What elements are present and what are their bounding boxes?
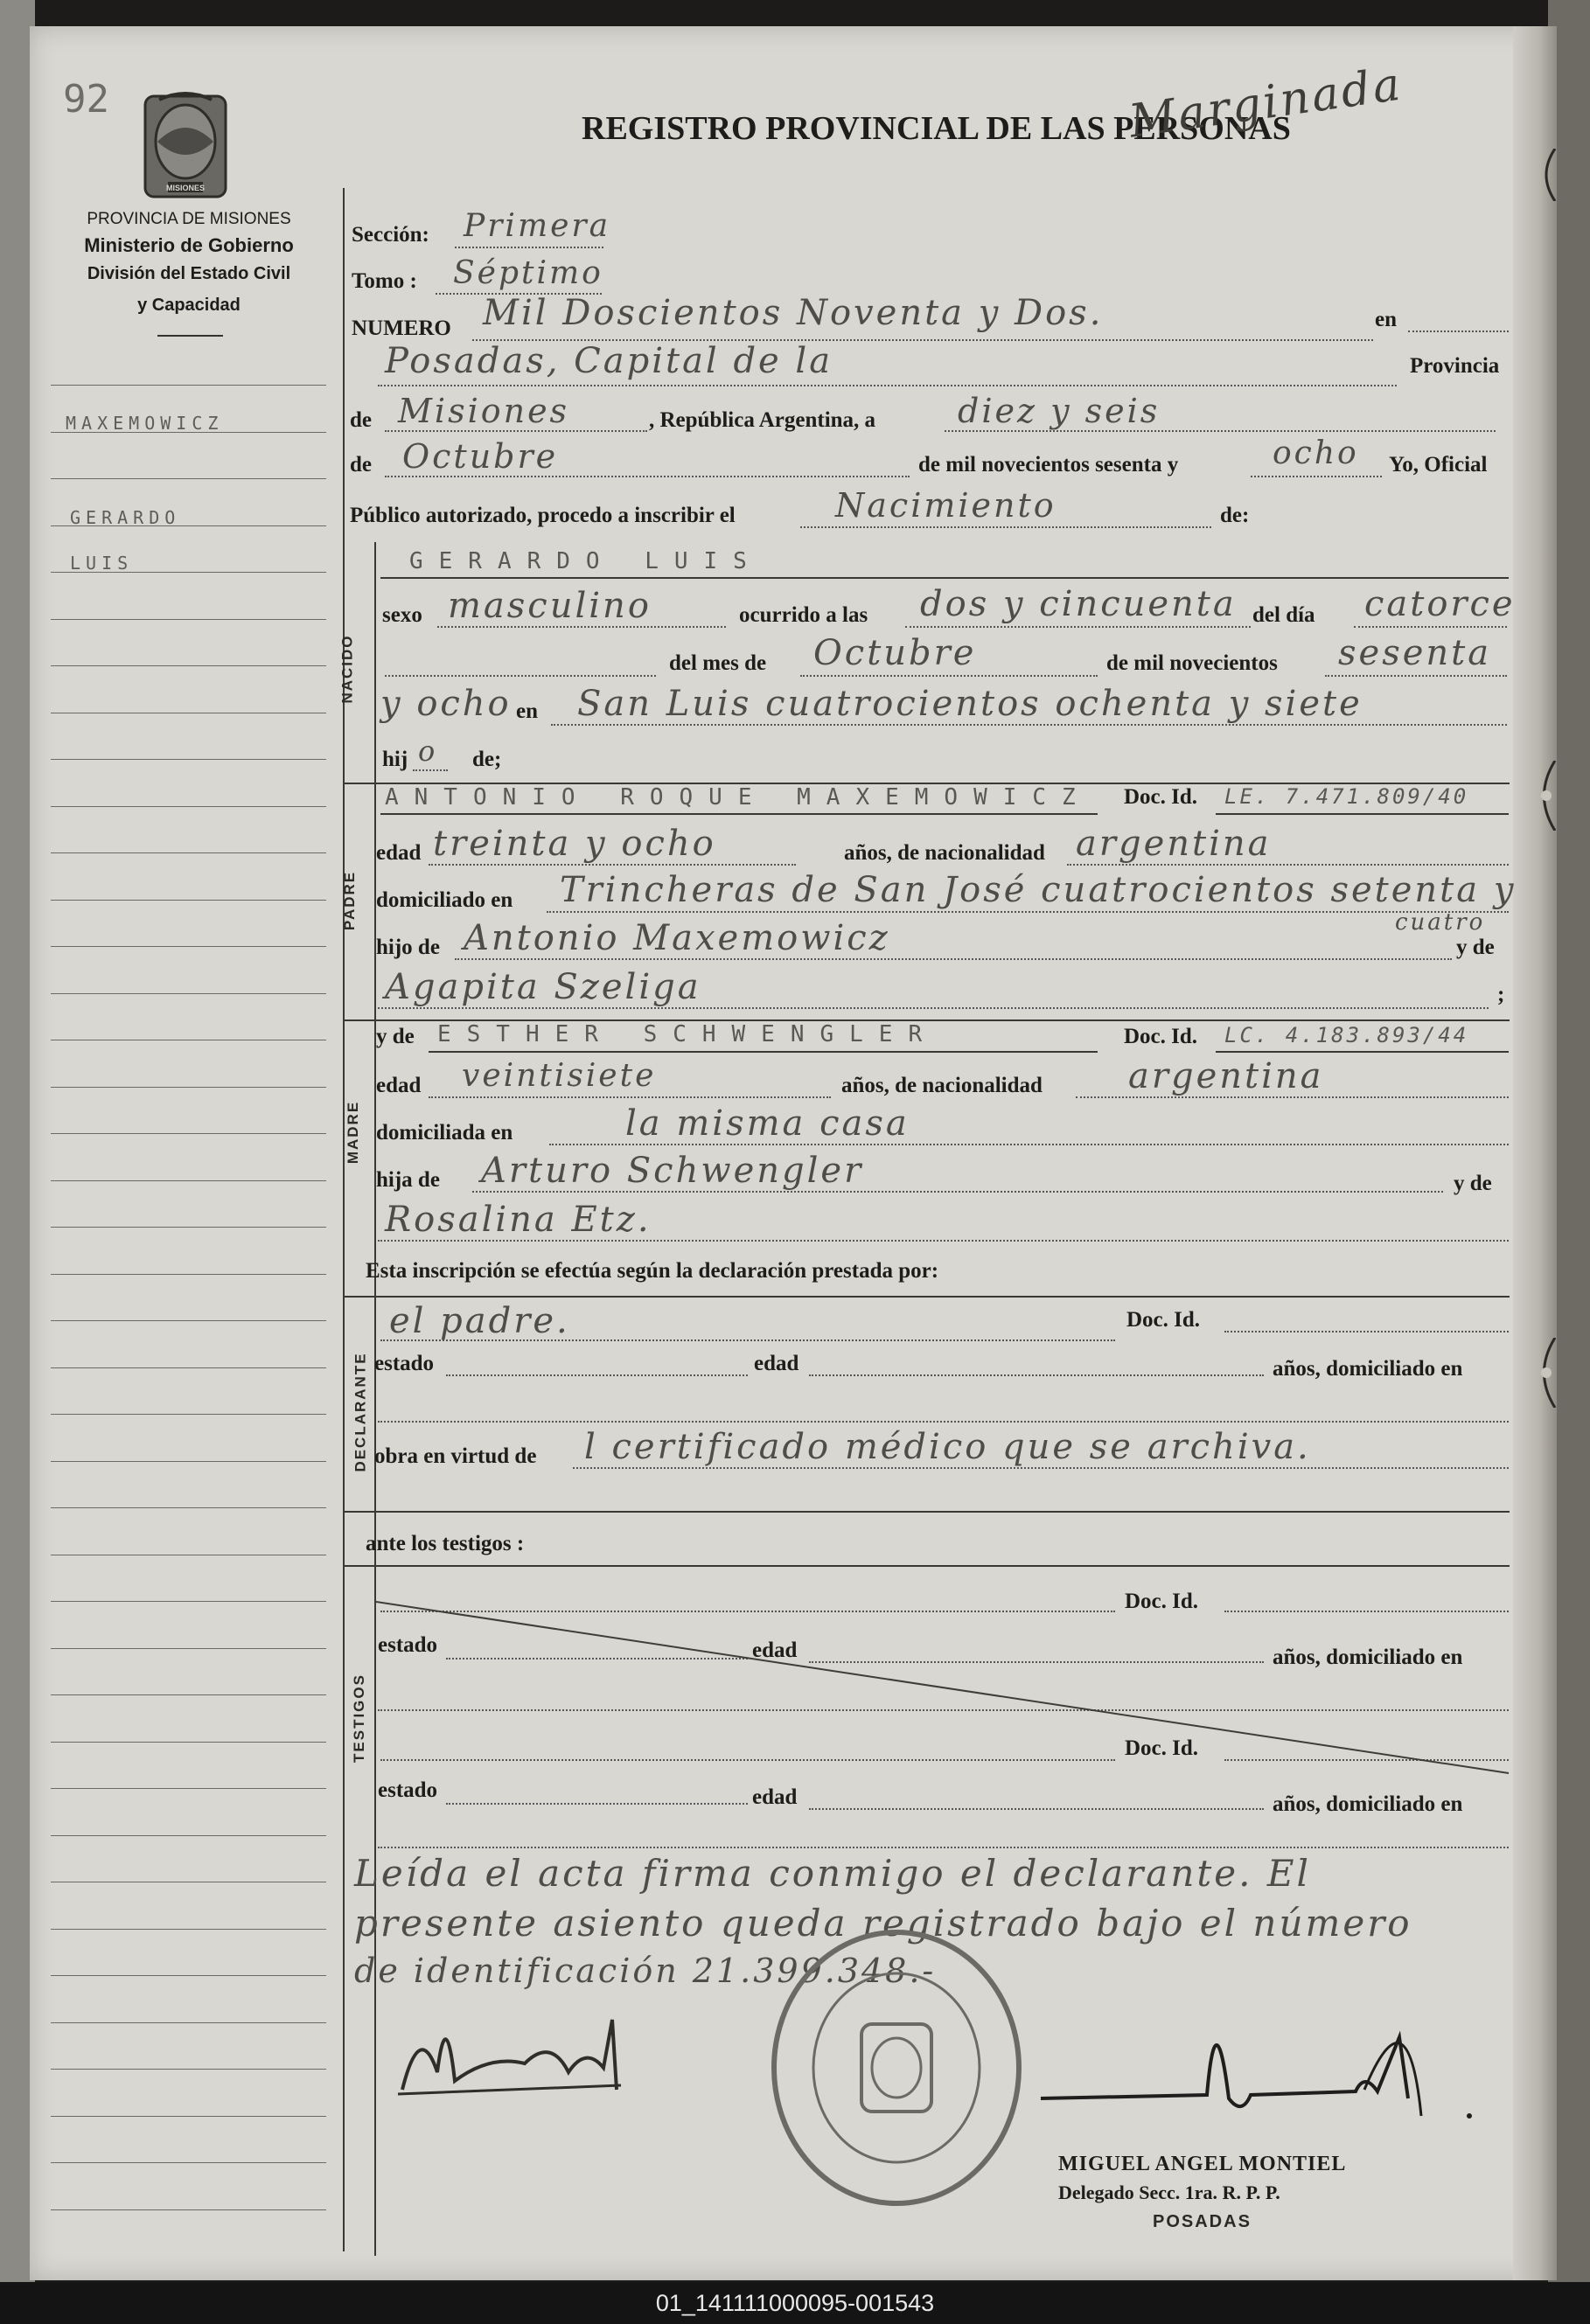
dotted-line	[472, 1191, 1443, 1193]
value-anio-nac: sesenta	[1338, 633, 1492, 673]
official-title: Delegado Secc. 1ra. R. P. P.	[1058, 2181, 1280, 2203]
label-sexo: sexo	[382, 603, 422, 627]
label-numero: NUMERO	[352, 317, 451, 340]
dotted-line	[549, 1144, 1509, 1145]
official-name: MIGUEL ANGEL MONTIEL	[1058, 2153, 1347, 2175]
label-de-semicolon: de;	[472, 748, 502, 771]
handwritten-signature-right	[1032, 1985, 1487, 2142]
margin-rule-line	[51, 385, 326, 386]
label-de-mil-nov: de mil novecientos	[1106, 651, 1278, 675]
value-anio: ocho	[1273, 435, 1359, 471]
label-del-mes: del mes de	[669, 651, 767, 675]
cancellation-line	[376, 1600, 1513, 1775]
dotted-line	[1325, 675, 1507, 677]
value-anio-nac-2: y ocho	[380, 684, 512, 724]
value-madre-padre: Arturo Schwengler	[481, 1151, 864, 1191]
page-number: 92	[63, 77, 109, 122]
label-semicolon: ;	[1497, 983, 1505, 1006]
margin-rule-line	[51, 1367, 326, 1368]
dotted-line	[437, 626, 726, 628]
dotted-line	[1354, 626, 1507, 628]
dotted-line	[800, 675, 1098, 677]
margin-rule-line	[51, 1835, 326, 1836]
margin-rule-line	[51, 1087, 326, 1088]
label-doc-id: Doc. Id.	[1125, 1736, 1199, 1760]
margin-rule-line	[51, 1601, 326, 1602]
dotted-line	[1224, 1331, 1509, 1332]
label-estado: estado	[378, 1778, 438, 1802]
margin-rule-line	[51, 665, 326, 666]
label-anos-nac: años, de nacionalidad	[844, 841, 1045, 865]
registry-stamp-icon	[765, 1924, 1028, 2212]
handwritten-signature-left	[385, 1985, 647, 2116]
section-divider	[345, 1565, 1510, 1567]
label-ocurrido: ocurrido a las	[739, 603, 868, 627]
value-madre-madre: Rosalina Etz.	[385, 1200, 652, 1240]
row-rule	[380, 813, 1098, 815]
value-hora: dos y cincuenta	[920, 584, 1237, 624]
dotted-line	[455, 247, 603, 248]
value-lugar: Posadas, Capital de la	[385, 341, 833, 381]
value-sexo: masculino	[448, 586, 652, 626]
margin-rule-line	[51, 1414, 326, 1415]
dotted-line	[385, 476, 910, 477]
label-edad: edad	[752, 1639, 798, 1662]
margin-rule-line	[51, 1648, 326, 1649]
margin-rule-line	[51, 478, 326, 479]
label-y-de: y de	[376, 1025, 415, 1048]
label-estado: estado	[374, 1352, 435, 1375]
binding-hole-icon	[1529, 761, 1564, 831]
margin-rule-line	[51, 852, 326, 853]
value-madre-edad: veintisiete	[462, 1058, 657, 1094]
note-line-3: de identificación 21.399.348.-	[354, 1952, 937, 1990]
row-rule	[429, 1051, 1098, 1053]
side-label-declarante: DECLARANTE	[352, 1352, 369, 1472]
value-padre-doc: LE. 7.471.809/40	[1224, 784, 1469, 809]
label-anos-dom: años, domiciliado en	[1273, 1357, 1463, 1381]
value-padre-dom: Trincheras de San José cuatrocientos setenta y	[560, 870, 1517, 910]
value-declarante: el padre.	[389, 1301, 570, 1341]
value-padre-padre: Antonio Maxemowicz	[464, 918, 890, 958]
margin-rule-line	[51, 1320, 326, 1321]
label-de-mil: de mil novecientos sesenta y	[918, 453, 1179, 477]
value-mes: Octubre	[402, 437, 559, 476]
value-mes-nac: Octubre	[813, 633, 977, 673]
dotted-line	[385, 675, 656, 677]
value-padre-edad: treinta y ocho	[433, 824, 716, 864]
section-divider	[345, 1511, 1510, 1513]
label-edad: edad	[376, 1074, 422, 1097]
label-republica: , República Argentina, a	[649, 408, 876, 432]
label-de: de	[350, 453, 372, 477]
side-label-padre: PADRE	[341, 870, 359, 931]
label-anos-nac: años, de nacionalidad	[841, 1074, 1043, 1097]
margin-rule-line	[51, 619, 326, 620]
label-doc-id: Doc. Id.	[1125, 1590, 1199, 1613]
dotted-line	[809, 1808, 1264, 1810]
ministry-line-1: PROVINCIA DE MISIONES	[87, 210, 291, 228]
file-id-bar: 01_141111000095-001543	[0, 2282, 1590, 2324]
margin-rule-line	[51, 806, 326, 807]
dotted-line	[1067, 864, 1509, 866]
label-anos-dom: años, domiciliado en	[1273, 1792, 1463, 1816]
dotted-line	[413, 769, 448, 771]
label-anos-dom: años, domiciliado en	[1273, 1646, 1463, 1669]
margin-rule-line	[51, 1133, 326, 1134]
value-padre-dom-2: cuatro	[1395, 909, 1486, 936]
value-dia-nac: catorce	[1364, 584, 1516, 624]
margin-rule-line	[51, 900, 326, 901]
margin-name-2: LUIS	[70, 553, 134, 574]
margin-rule-line	[51, 1180, 326, 1181]
dotted-line	[455, 958, 1452, 960]
label-hijo-de: hijo de	[376, 936, 440, 959]
ministry-line-3: División del Estado Civil	[87, 264, 291, 283]
margin-rule-line	[51, 1461, 326, 1462]
label-de-colon: de:	[1220, 504, 1250, 527]
label-edad: edad	[752, 1785, 798, 1809]
label-domiciliada-en: domiciliada en	[376, 1121, 513, 1145]
margin-name-1: GERARDO	[70, 507, 181, 528]
label-hij: hij	[382, 748, 408, 771]
official-city: POSADAS	[1153, 2212, 1252, 2231]
label-y-de: y de	[1456, 936, 1495, 959]
label-edad: edad	[754, 1352, 799, 1375]
row-rule	[1216, 813, 1509, 815]
dotted-line	[551, 724, 1507, 726]
dotted-line	[380, 1339, 1115, 1341]
margin-surname: MAXEMOWICZ	[66, 413, 224, 434]
dotted-line	[1408, 331, 1509, 332]
margin-rule-line	[51, 1507, 326, 1508]
ministry-divider	[157, 335, 223, 337]
value-madre-nac: argentina	[1128, 1056, 1324, 1096]
dotted-line	[573, 1467, 1509, 1469]
margin-rule-line	[51, 2116, 326, 2117]
label-testigos: ante los testigos :	[366, 1532, 525, 1555]
value-madre-nombre: ESTHER SCHWENGLER	[437, 1021, 938, 1047]
label-estado: estado	[378, 1633, 438, 1657]
dotted-line	[429, 1096, 831, 1098]
dotted-line	[1076, 1096, 1509, 1098]
margin-rule-line	[51, 1742, 326, 1743]
value-provincia: Misiones	[398, 392, 570, 430]
label-de: de	[350, 408, 372, 432]
value-obra: l certificado médico que se archiva.	[584, 1427, 1311, 1467]
dotted-line	[547, 911, 1509, 913]
ministry-line-2: Ministerio de Gobierno	[84, 234, 294, 256]
margin-rule	[343, 188, 345, 2251]
margin-rule-line	[51, 2209, 326, 2210]
label-del-dia: del día	[1252, 603, 1315, 627]
margin-rule-line	[51, 1694, 326, 1695]
value-seccion: Primera	[464, 208, 611, 244]
margin-rule-line	[51, 1929, 326, 1930]
binding-hole-icon	[1529, 149, 1564, 201]
label-en: en	[1375, 308, 1397, 331]
value-hij-suffix: o	[418, 734, 438, 768]
dotted-line	[446, 1374, 748, 1376]
note-line-1: Leída el acta firma conmigo el declarante. El	[354, 1852, 1311, 1895]
value-lugar-nac: San Luis cuatrocientos ochenta y siete	[577, 684, 1363, 724]
margin-rule-line	[51, 1227, 326, 1228]
dotted-line	[378, 1421, 1509, 1423]
margin-rule-line	[51, 1788, 326, 1789]
dotted-line	[378, 1240, 1509, 1242]
row-rule	[1216, 1051, 1509, 1053]
label-en: en	[516, 699, 538, 723]
marginada-annotation: Marginada	[1126, 58, 1406, 149]
dotted-line	[1251, 476, 1382, 477]
margin-rule-line	[51, 2162, 326, 2163]
label-y-de: y de	[1454, 1172, 1492, 1195]
dotted-line	[378, 1847, 1509, 1848]
margin-rule-line	[51, 946, 326, 947]
margin-rule-line	[51, 993, 326, 994]
dotted-line	[809, 1374, 1264, 1376]
value-madre-dom: la misma casa	[625, 1103, 910, 1144]
margin-rule-line	[51, 2069, 326, 2070]
label-hija-de: hija de	[376, 1168, 440, 1192]
value-acto: Nacimiento	[835, 486, 1057, 525]
ministry-line-4: y Capacidad	[137, 296, 241, 315]
dotted-line	[378, 385, 1397, 386]
page-binding	[1513, 26, 1557, 2280]
dotted-line	[945, 430, 1496, 432]
binding-hole-icon	[1529, 1338, 1564, 1408]
label-seccion: Sección:	[352, 223, 429, 247]
margin-rule-line	[51, 759, 326, 760]
dotted-line	[800, 526, 1211, 528]
page-title: REGISTRO PROVINCIAL DE LAS PERSONAS	[582, 110, 1291, 147]
value-dia: diez y seis	[958, 392, 1161, 430]
margin-rule-line	[51, 2022, 326, 2023]
provincial-seal-icon	[142, 87, 229, 201]
margin-rule-line	[51, 1274, 326, 1275]
value-padre-madre: Agapita Szeliga	[385, 967, 701, 1007]
value-nacido-nombre: GERARDO LUIS	[409, 548, 763, 574]
label-publico: Público autorizado, procedo a inscribir el	[350, 504, 736, 527]
section-divider	[345, 1296, 1510, 1298]
label-declaracion: Esta inscripción se efectúa según la declaración prestada por:	[366, 1259, 939, 1283]
value-padre-nombre: ANTONIO ROQUE MAXEMOWICZ	[385, 784, 1091, 811]
value-numero: Mil Doscientos Noventa y Dos.	[483, 293, 1104, 333]
margin-rule-line	[51, 1975, 326, 1976]
label-domiciliado-en: domiciliado en	[376, 888, 513, 912]
note-line-2: presente asiento queda registrado bajo el número	[354, 1902, 1412, 1945]
dotted-line	[429, 864, 796, 866]
dotted-line	[446, 1803, 748, 1805]
section-rule	[374, 542, 376, 2256]
value-madre-doc: LC. 4.183.893/44	[1224, 1023, 1469, 1047]
label-edad: edad	[376, 841, 422, 865]
value-padre-nac: argentina	[1076, 824, 1272, 864]
side-label-madre: MADRE	[345, 1100, 362, 1165]
dotted-line	[905, 626, 1251, 628]
label-obra: obra en virtud de	[374, 1444, 537, 1468]
label-doc-id: Doc. Id.	[1124, 785, 1198, 809]
side-label-nacido: NACIDO	[338, 634, 356, 704]
label-doc-id: Doc. Id.	[1124, 1025, 1198, 1048]
side-label-testigos: TESTIGOS	[350, 1673, 367, 1763]
label-doc-id: Doc. Id.	[1126, 1308, 1201, 1332]
dotted-line	[385, 430, 647, 432]
label-tomo: Tomo :	[352, 269, 417, 293]
value-tomo: Séptimo	[453, 255, 603, 291]
dotted-line	[378, 1007, 1489, 1009]
row-rule	[380, 577, 1509, 579]
seal-text: MISIONES	[165, 184, 206, 192]
label-yo-oficial: Yo, Oficial	[1389, 453, 1488, 477]
label-provincia: Provincia	[1410, 354, 1500, 378]
